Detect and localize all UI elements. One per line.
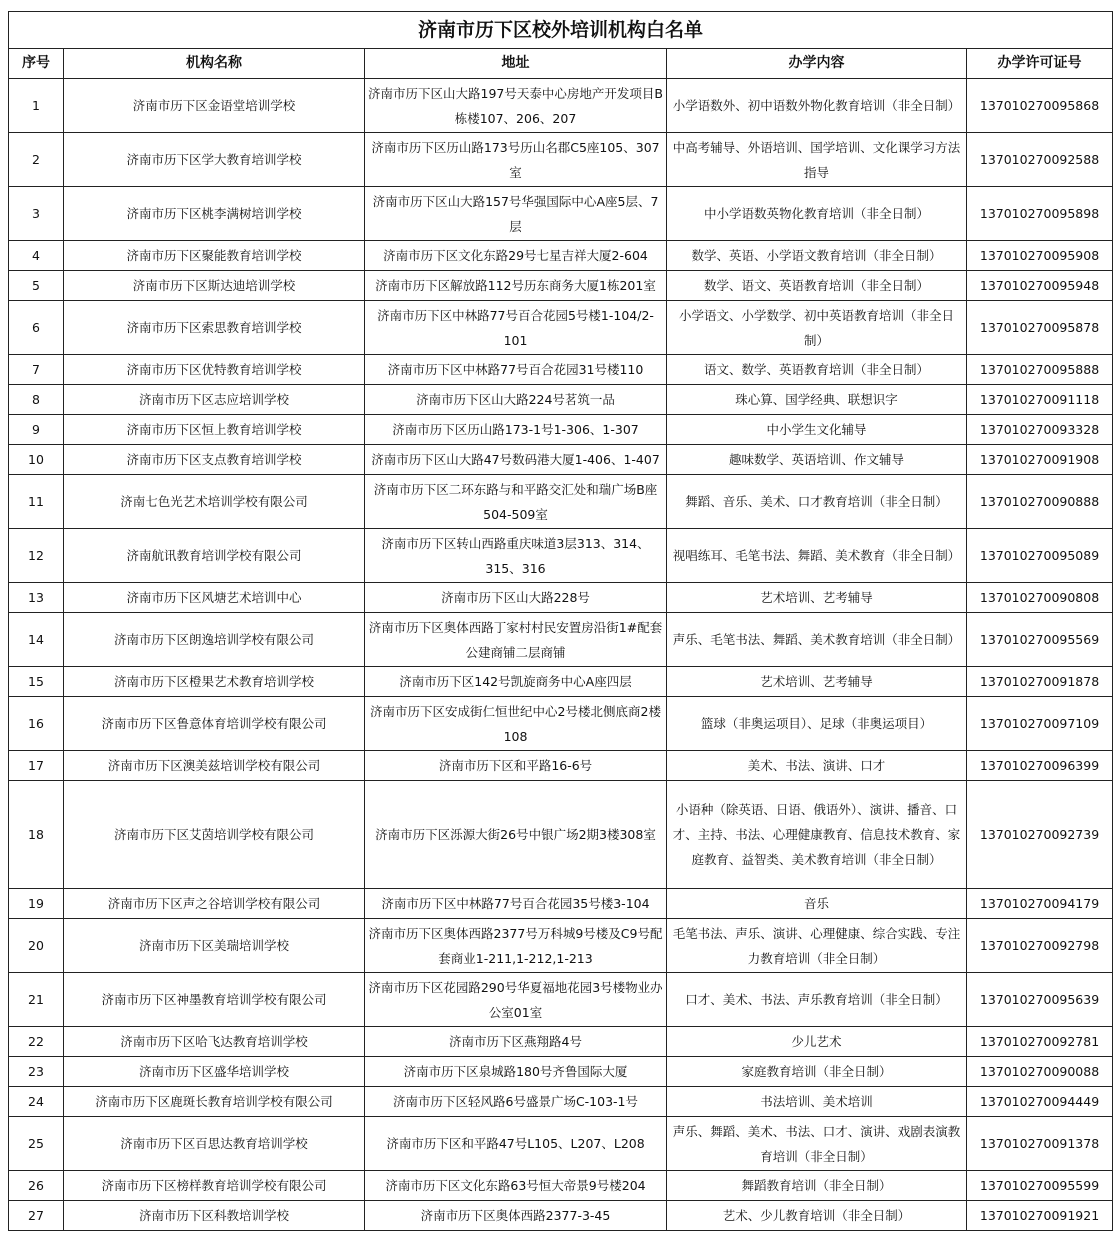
org-address-cell: 济南市历下区二环东路与和平路交汇处和瑞广场B座504-509室: [365, 475, 667, 529]
license-number-cell: 137010270092739: [967, 781, 1113, 889]
row-number-cell: 15: [9, 667, 64, 697]
org-name-cell: 济南市历下区学大教育培训学校: [64, 133, 365, 187]
row-number-cell: 18: [9, 781, 64, 889]
org-address-cell: 济南市历下区和平路16-6号: [365, 751, 667, 781]
org-content-cell: 艺术、少儿教育培训（非全日制）: [667, 1201, 967, 1231]
title-row: [9, 12, 1113, 49]
table-row: [9, 529, 1113, 583]
org-content-cell: 趣味数学、英语培训、作文辅导: [667, 445, 967, 475]
org-content-cell: 中高考辅导、外语培训、国学培训、文化课学习方法指导: [667, 133, 967, 187]
org-address-cell: 济南市历下区中林路77号百合花园31号楼110: [365, 355, 667, 385]
license-number-cell: 137010270097109: [967, 697, 1113, 751]
license-number-cell: 137010270095868: [967, 79, 1113, 133]
org-address-cell: 济南市历下区安成街仁恒世纪中心2号楼北侧底商2楼108: [365, 697, 667, 751]
org-address-cell: 济南市历下区历山路173号历山名郡C5座105、307室: [365, 133, 667, 187]
org-address-cell: 济南市历下区142号凯旋商务中心A座四层: [365, 667, 667, 697]
org-content-cell: 数学、英语、小学语文教育培训（非全日制）: [667, 241, 967, 271]
column-header-name: 机构名称: [64, 49, 365, 79]
row-number-cell: 17: [9, 751, 64, 781]
table-row: [9, 781, 1113, 889]
org-address-cell: 济南市历下区山大路224号茗筑一品: [365, 385, 667, 415]
org-address-cell: 济南市历下区泺源大街26号中银广场2期3楼308室: [365, 781, 667, 889]
column-header-no: 序号: [9, 49, 64, 79]
org-content-cell: 声乐、舞蹈、美术、书法、口才、演讲、戏剧表演教育培训（非全日制）: [667, 1117, 967, 1171]
table-row: [9, 301, 1113, 355]
table-row: [9, 1027, 1113, 1057]
org-address-cell: 济南市历下区奥体西路丁家村村民安置房沿街1#配套公建商铺二层商铺: [365, 613, 667, 667]
org-address-cell: 济南市历下区奥体西路2377号万科城9号楼及C9号配套商业1-211,1-212,1-213: [365, 919, 667, 973]
org-name-cell: 济南市历下区索思教育培训学校: [64, 301, 365, 355]
row-number-cell: 8: [9, 385, 64, 415]
license-number-cell: 137010270095898: [967, 187, 1113, 241]
row-number-cell: 19: [9, 889, 64, 919]
column-header-address: 地址: [365, 49, 667, 79]
org-content-cell: 舞蹈教育培训（非全日制）: [667, 1171, 967, 1201]
column-header-license: 办学许可证号: [967, 49, 1113, 79]
license-number-cell: 137010270095089: [967, 529, 1113, 583]
row-number-cell: 12: [9, 529, 64, 583]
org-address-cell: 济南市历下区山大路157号华强国际中心A座5层、7层: [365, 187, 667, 241]
table-row: [9, 973, 1113, 1027]
row-number-cell: 26: [9, 1171, 64, 1201]
org-content-cell: 家庭教育培训（非全日制）: [667, 1057, 967, 1087]
license-number-cell: 137010270096399: [967, 751, 1113, 781]
table-row: [9, 889, 1113, 919]
org-name-cell: 济南市历下区科教培训学校: [64, 1201, 365, 1231]
org-name-cell: 济南市历下区鹿斑长教育培训学校有限公司: [64, 1087, 365, 1117]
org-name-cell: 济南市历下区恒上教育培训学校: [64, 415, 365, 445]
org-content-cell: 声乐、毛笔书法、舞蹈、美术教育培训（非全日制）: [667, 613, 967, 667]
org-content-cell: 口才、美术、书法、声乐教育培训（非全日制）: [667, 973, 967, 1027]
org-address-cell: 济南市历下区山大路197号天泰中心房地产开发项目B栋楼107、206、207: [365, 79, 667, 133]
license-number-cell: 137010270095569: [967, 613, 1113, 667]
org-name-cell: 济南市历下区盛华培训学校: [64, 1057, 365, 1087]
org-address-cell: 济南市历下区文化东路63号恒大帝景9号楼204: [365, 1171, 667, 1201]
row-number-cell: 4: [9, 241, 64, 271]
org-address-cell: 济南市历下区山大路47号数码港大厦1-406、1-407: [365, 445, 667, 475]
column-header-content: 办学内容: [667, 49, 967, 79]
row-number-cell: 13: [9, 583, 64, 613]
table-row: [9, 613, 1113, 667]
org-name-cell: 济南市历下区聚能教育培训学校: [64, 241, 365, 271]
org-name-cell: 济南市历下区鲁意体育培训学校有限公司: [64, 697, 365, 751]
org-content-cell: 珠心算、国学经典、联想识字: [667, 385, 967, 415]
row-number-cell: 9: [9, 415, 64, 445]
org-name-cell: 济南市历下区橙果艺术教育培训学校: [64, 667, 365, 697]
row-number-cell: 16: [9, 697, 64, 751]
org-content-cell: 毛笔书法、声乐、演讲、心理健康、综合实践、专注力教育培训（非全日制）: [667, 919, 967, 973]
table-row: [9, 475, 1113, 529]
license-number-cell: 137010270095639: [967, 973, 1113, 1027]
org-content-cell: 语文、数学、英语教育培训（非全日制）: [667, 355, 967, 385]
license-number-cell: 137010270094449: [967, 1087, 1113, 1117]
license-number-cell: 137010270091878: [967, 667, 1113, 697]
license-number-cell: 137010270093328: [967, 415, 1113, 445]
license-number-cell: 137010270095878: [967, 301, 1113, 355]
org-content-cell: 美术、书法、演讲、口才: [667, 751, 967, 781]
table-row: [9, 697, 1113, 751]
org-name-cell: 济南市历下区金语堂培训学校: [64, 79, 365, 133]
license-number-cell: 137010270092781: [967, 1027, 1113, 1057]
table-row: [9, 1087, 1113, 1117]
org-name-cell: 济南市历下区支点教育培训学校: [64, 445, 365, 475]
row-number-cell: 2: [9, 133, 64, 187]
org-content-cell: 数学、语文、英语教育培训（非全日制）: [667, 271, 967, 301]
row-number-cell: 14: [9, 613, 64, 667]
row-number-cell: 7: [9, 355, 64, 385]
row-number-cell: 25: [9, 1117, 64, 1171]
table-row: [9, 1117, 1113, 1171]
license-number-cell: 137010270092588: [967, 133, 1113, 187]
org-name-cell: 济南市历下区榜样教育培训学校有限公司: [64, 1171, 365, 1201]
table-row: [9, 79, 1113, 133]
license-number-cell: 137010270090088: [967, 1057, 1113, 1087]
org-name-cell: 济南市历下区哈飞达教育培训学校: [64, 1027, 365, 1057]
whitelist-table: [8, 11, 1113, 1231]
org-content-cell: 少儿艺术: [667, 1027, 967, 1057]
table-row: [9, 751, 1113, 781]
table-title: 济南市历下区校外培训机构白名单: [9, 12, 1113, 49]
table-row: [9, 1057, 1113, 1087]
header-row: [9, 49, 1113, 79]
row-number-cell: 1: [9, 79, 64, 133]
row-number-cell: 10: [9, 445, 64, 475]
org-content-cell: 舞蹈、音乐、美术、口才教育培训（非全日制）: [667, 475, 967, 529]
org-address-cell: 济南市历下区山大路228号: [365, 583, 667, 613]
org-name-cell: 济南市历下区朗逸培训学校有限公司: [64, 613, 365, 667]
table-row: [9, 241, 1113, 271]
org-name-cell: 济南市历下区风塘艺术培训中心: [64, 583, 365, 613]
table-row: [9, 271, 1113, 301]
org-content-cell: 艺术培训、艺考辅导: [667, 667, 967, 697]
table-body: [9, 79, 1113, 1231]
org-name-cell: 济南市历下区美瑞培训学校: [64, 919, 365, 973]
org-address-cell: 济南市历下区中林路77号百合花园5号楼1-104/2-101: [365, 301, 667, 355]
org-name-cell: 济南市历下区百思达教育培训学校: [64, 1117, 365, 1171]
org-address-cell: 济南市历下区解放路112号历东商务大厦1栋201室: [365, 271, 667, 301]
org-content-cell: 书法培训、美术培训: [667, 1087, 967, 1117]
license-number-cell: 137010270091908: [967, 445, 1113, 475]
row-number-cell: 22: [9, 1027, 64, 1057]
row-number-cell: 6: [9, 301, 64, 355]
table-row: [9, 919, 1113, 973]
org-name-cell: 济南七色光艺术培训学校有限公司: [64, 475, 365, 529]
row-number-cell: 20: [9, 919, 64, 973]
table-row: [9, 1201, 1113, 1231]
org-content-cell: 篮球（非奥运项目）、足球（非奥运项目）: [667, 697, 967, 751]
org-address-cell: 济南市历下区和平路47号L105、L207、L208: [365, 1117, 667, 1171]
row-number-cell: 23: [9, 1057, 64, 1087]
row-number-cell: 27: [9, 1201, 64, 1231]
org-content-cell: 艺术培训、艺考辅导: [667, 583, 967, 613]
license-number-cell: 137010270090808: [967, 583, 1113, 613]
org-content-cell: 小学语数外、初中语数外物化教育培训（非全日制）: [667, 79, 967, 133]
table-row: [9, 583, 1113, 613]
org-address-cell: 济南市历下区转山西路重庆味道3层313、314、315、316: [365, 529, 667, 583]
org-content-cell: 小语种（除英语、日语、俄语外）、演讲、播音、口才、主持、书法、心理健康教育、信息技术教育、家庭教育、益智类、美术教育培训（非全日制）: [667, 781, 967, 889]
org-name-cell: 济南市历下区澳美兹培训学校有限公司: [64, 751, 365, 781]
license-number-cell: 137010270091118: [967, 385, 1113, 415]
org-name-cell: 济南市历下区优特教育培训学校: [64, 355, 365, 385]
whitelist-sheet: [8, 11, 1112, 1231]
org-content-cell: 中小学语数英物化教育培训（非全日制）: [667, 187, 967, 241]
license-number-cell: 137010270091378: [967, 1117, 1113, 1171]
org-name-cell: 济南市历下区桃李满树培训学校: [64, 187, 365, 241]
org-content-cell: 视唱练耳、毛笔书法、舞蹈、美术教育（非全日制）: [667, 529, 967, 583]
org-address-cell: 济南市历下区文化东路29号七星吉祥大厦2-604: [365, 241, 667, 271]
org-address-cell: 济南市历下区泉城路180号齐鲁国际大厦: [365, 1057, 667, 1087]
table-row: [9, 187, 1113, 241]
license-number-cell: 137010270095888: [967, 355, 1113, 385]
org-name-cell: 济南市历下区志应培训学校: [64, 385, 365, 415]
org-address-cell: 济南市历下区燕翔路4号: [365, 1027, 667, 1057]
org-address-cell: 济南市历下区花园路290号华夏福地花园3号楼物业办公室01室: [365, 973, 667, 1027]
row-number-cell: 11: [9, 475, 64, 529]
row-number-cell: 5: [9, 271, 64, 301]
row-number-cell: 3: [9, 187, 64, 241]
org-content-cell: 小学语文、小学数学、初中英语教育培训（非全日制）: [667, 301, 967, 355]
org-address-cell: 济南市历下区历山路173-1号1-306、1-307: [365, 415, 667, 445]
license-number-cell: 137010270095908: [967, 241, 1113, 271]
row-number-cell: 21: [9, 973, 64, 1027]
org-address-cell: 济南市历下区奥体西路2377-3-45: [365, 1201, 667, 1231]
table-row: [9, 1171, 1113, 1201]
license-number-cell: 137010270091921: [967, 1201, 1113, 1231]
row-number-cell: 24: [9, 1087, 64, 1117]
table-row: [9, 415, 1113, 445]
license-number-cell: 137010270094179: [967, 889, 1113, 919]
table-row: [9, 385, 1113, 415]
org-name-cell: 济南市历下区斯达迪培训学校: [64, 271, 365, 301]
org-name-cell: 济南市历下区艾茵培训学校有限公司: [64, 781, 365, 889]
table-row: [9, 667, 1113, 697]
org-address-cell: 济南市历下区中林路77号百合花园35号楼3-104: [365, 889, 667, 919]
org-content-cell: 音乐: [667, 889, 967, 919]
table-row: [9, 445, 1113, 475]
table-row: [9, 133, 1113, 187]
license-number-cell: 137010270092798: [967, 919, 1113, 973]
org-name-cell: 济南航讯教育培训学校有限公司: [64, 529, 365, 583]
table-row: [9, 355, 1113, 385]
license-number-cell: 137010270090888: [967, 475, 1113, 529]
org-name-cell: 济南市历下区神墨教育培训学校有限公司: [64, 973, 365, 1027]
org-address-cell: 济南市历下区轻风路6号盛景广场C-103-1号: [365, 1087, 667, 1117]
org-content-cell: 中小学生文化辅导: [667, 415, 967, 445]
license-number-cell: 137010270095599: [967, 1171, 1113, 1201]
org-name-cell: 济南市历下区声之谷培训学校有限公司: [64, 889, 365, 919]
license-number-cell: 137010270095948: [967, 271, 1113, 301]
